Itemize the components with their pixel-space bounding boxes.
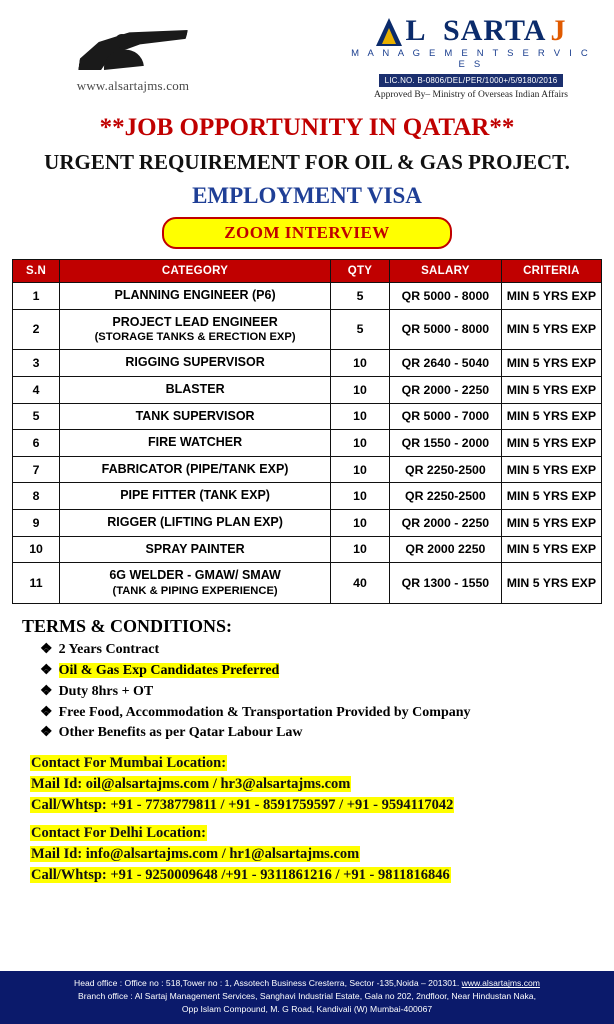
cell-sn: 1	[13, 283, 60, 310]
cell-category	[60, 309, 331, 350]
contact-title	[30, 823, 592, 844]
cell-category	[60, 483, 331, 510]
page-title: **JOB OPPORTUNITY IN QATAR**	[99, 114, 515, 141]
table-row	[13, 563, 602, 604]
table-row	[13, 403, 602, 430]
brand-title-l: L	[405, 14, 427, 47]
jobs-table	[12, 259, 602, 604]
cell-salary: QR 2250-2500	[389, 456, 501, 483]
cell-category-sub: (STORAGE TANKS & ERECTION EXP)	[94, 331, 296, 344]
footer-line-1	[10, 977, 604, 990]
terms-section	[0, 604, 614, 743]
table-row	[13, 309, 602, 350]
cell-category-main: FABRICATOR (PIPE/TANK EXP)	[101, 461, 289, 476]
cell-sn: 10	[13, 536, 60, 563]
cell-sn: 4	[13, 376, 60, 403]
terms-item	[40, 724, 592, 743]
cell-salary: QR 2000 - 2250	[389, 510, 501, 537]
table-header-row	[13, 260, 602, 283]
brand-title-sartaj: SARTA	[443, 14, 547, 47]
terms-item	[40, 704, 592, 723]
table-row	[13, 456, 602, 483]
cell-criteria: MIN 5 YRS EXP	[501, 483, 601, 510]
diamond-bullet-icon: ❖	[40, 704, 53, 720]
brand-title-j: J	[550, 14, 567, 47]
cell-criteria: MIN 5 YRS EXP	[501, 350, 601, 377]
contact-email[interactable]	[30, 844, 592, 865]
footer-line-3: Opp Islam Compound, M. G Road, Kandivali (W) Mumbai-400067	[181, 1004, 433, 1015]
cell-category	[60, 430, 331, 457]
terms-item	[40, 662, 592, 681]
cell-salary: QR 5000 - 8000	[389, 283, 501, 310]
cell-qty: 10	[331, 430, 390, 457]
terms-item	[40, 641, 592, 660]
th-salary: SALARY	[389, 260, 501, 283]
cell-category	[60, 536, 331, 563]
cell-qty: 10	[331, 456, 390, 483]
cell-category-main: SPRAY PAINTER	[145, 541, 245, 556]
contact-phone-label[interactable]: Call/Whtsp: +91 - 7738779811 / +91 - 8591759597 / +91 - 9594117042	[31, 797, 454, 814]
company-website-left: www.alsartajms.com	[76, 78, 190, 93]
cell-category	[60, 403, 331, 430]
cell-qty: 10	[331, 483, 390, 510]
cell-salary: QR 2250-2500	[389, 483, 501, 510]
cell-category	[60, 456, 331, 483]
contact-block-delhi	[30, 823, 592, 886]
visa-type-heading: EMPLOYMENT VISA	[192, 183, 422, 208]
cell-category	[60, 350, 331, 377]
brand-subtitle: M A N A G E M E N T S E R V I C E S	[351, 48, 591, 70]
terms-item-label: Free Food, Accommodation & Transportation Provided by Company	[58, 704, 471, 720]
cell-category-main: 6G WELDER - GMAW/ SMAW	[109, 568, 281, 583]
cell-criteria: MIN 5 YRS EXP	[501, 456, 601, 483]
table-row	[13, 350, 602, 377]
footer-line-2: Branch office : Al Sartaj Management Services, Sanghavi Industrial Estate, Gala no 202, 2ndfloor, Near Hindustan Naka,	[78, 991, 536, 1002]
cell-category-main: PLANNING ENGINEER (P6)	[114, 288, 276, 302]
cell-category	[60, 510, 331, 537]
cell-sn: 5	[13, 403, 60, 430]
terms-item-label: Oil & Gas Exp Candidates Preferred	[58, 662, 280, 678]
zoom-interview-banner: ZOOM INTERVIEW	[162, 217, 452, 249]
jobs-table-wrapper	[0, 259, 614, 604]
cell-qty: 10	[331, 536, 390, 563]
contact-phone[interactable]	[30, 795, 592, 816]
th-criteria: CRITERIA	[501, 260, 601, 283]
left-logo	[18, 14, 248, 94]
footer-website-link[interactable]: www.alsartajms.com	[461, 978, 540, 989]
table-row	[13, 376, 602, 403]
terms-list	[22, 641, 592, 743]
th-category: CATEGORY	[60, 260, 331, 283]
license-badge: LIC.NO. B-0806/DEL/PER/1000+/5/9180/2016	[379, 74, 564, 87]
th-qty: QTY	[331, 260, 390, 283]
cell-qty: 5	[331, 283, 390, 310]
cell-salary: QR 5000 - 8000	[389, 309, 501, 350]
table-row	[13, 510, 602, 537]
document-header	[0, 0, 614, 102]
terms-title: TERMS & CONDITIONS:	[22, 615, 233, 636]
contact-phone-label[interactable]: Call/Whtsp: +91 - 9250009648 /+91 - 9311861216 / +91 - 9811816846	[31, 867, 450, 884]
cell-sn: 6	[13, 430, 60, 457]
contacts-section	[0, 745, 614, 886]
cell-sn: 11	[13, 563, 60, 604]
cell-qty: 40	[331, 563, 390, 604]
cell-category-sub: (TANK & PIPING EXPERIENCE)	[112, 584, 278, 597]
cell-sn: 3	[13, 350, 60, 377]
cell-salary: QR 5000 - 7000	[389, 403, 501, 430]
approved-by-text: Approved By– Ministry of Overseas Indian Affairs	[373, 90, 568, 100]
cell-sn: 7	[13, 456, 60, 483]
cell-category-main: PIPE FITTER (TANK EXP)	[120, 488, 270, 503]
person-swoosh-logo-icon	[73, 24, 193, 76]
cell-sn: 8	[13, 483, 60, 510]
terms-item-label: 2 Years Contract	[58, 641, 160, 657]
table-row	[13, 430, 602, 457]
diamond-bullet-icon: ❖	[40, 725, 53, 741]
cell-category-main: RIGGER (LIFTING PLAN EXP)	[107, 515, 283, 529]
cell-qty: 10	[331, 350, 390, 377]
table-row	[13, 483, 602, 510]
cell-criteria: MIN 5 YRS EXP	[501, 563, 601, 604]
contact-title-label: Contact For Mumbai Location:	[31, 755, 227, 772]
brand-title	[346, 16, 596, 46]
cell-category-main: TANK SUPERVISOR	[135, 408, 255, 423]
cell-criteria: MIN 5 YRS EXP	[501, 376, 601, 403]
cell-salary: QR 1550 - 2000	[389, 430, 501, 457]
diamond-bullet-icon: ❖	[40, 683, 53, 699]
contact-block-mumbai	[30, 753, 592, 816]
contact-email-label[interactable]: Mail Id: oil@alsartajms.com / hr3@alsartajms.com	[31, 776, 351, 793]
cell-qty: 10	[331, 403, 390, 430]
cell-category	[60, 376, 331, 403]
cell-criteria: MIN 5 YRS EXP	[501, 536, 601, 563]
terms-item	[40, 683, 592, 702]
footer-head-office: Head office : Office no : 518,Tower no : 1, Assotech Business Cresterra, Sector -135,Noida – 201301.	[74, 978, 462, 989]
cell-salary: QR 2640 - 5040	[389, 350, 501, 377]
document-footer	[0, 971, 614, 1024]
terms-item-label: Duty 8hrs + OT	[58, 683, 154, 699]
cell-sn: 2	[13, 309, 60, 350]
contact-email[interactable]	[30, 774, 592, 795]
right-logo	[346, 14, 596, 100]
cell-qty: 5	[331, 309, 390, 350]
contact-title	[30, 753, 592, 774]
cell-criteria: MIN 5 YRS EXP	[501, 309, 601, 350]
diamond-bullet-icon: ❖	[40, 662, 53, 678]
terms-item-label: Other Benefits as per Qatar Labour Law	[58, 725, 303, 741]
cell-criteria: MIN 5 YRS EXP	[501, 403, 601, 430]
cell-qty: 10	[331, 510, 390, 537]
page-subtitle: URGENT REQUIREMENT FOR OIL & GAS PROJECT.	[44, 150, 570, 174]
diamond-bullet-icon: ❖	[40, 641, 53, 657]
cell-sn: 9	[13, 510, 60, 537]
cell-category-main: PROJECT LEAD ENGINEER	[112, 314, 278, 329]
contact-email-label[interactable]: Mail Id: info@alsartajms.com / hr1@alsartajms.com	[31, 846, 360, 863]
cell-category	[60, 563, 331, 604]
contact-title-label: Contact For Delhi Location:	[31, 825, 206, 842]
cell-category-main: RIGGING SUPERVISOR	[125, 355, 265, 370]
contact-phone[interactable]	[30, 865, 592, 886]
cell-category-main: BLASTER	[165, 381, 225, 396]
cell-salary: QR 2000 2250	[389, 536, 501, 563]
cell-criteria: MIN 5 YRS EXP	[501, 430, 601, 457]
jobs-table-body	[13, 283, 602, 604]
cell-criteria: MIN 5 YRS EXP	[501, 510, 601, 537]
th-sn: S.N	[13, 260, 60, 283]
cell-category-main: FIRE WATCHER	[147, 435, 243, 450]
table-row	[13, 283, 602, 310]
triangle-a-icon	[376, 16, 402, 46]
cell-criteria: MIN 5 YRS EXP	[501, 283, 601, 310]
cell-category	[60, 283, 331, 310]
table-row	[13, 536, 602, 563]
cell-qty: 10	[331, 376, 390, 403]
cell-salary: QR 2000 - 2250	[389, 376, 501, 403]
cell-salary: QR 1300 - 1550	[389, 563, 501, 604]
